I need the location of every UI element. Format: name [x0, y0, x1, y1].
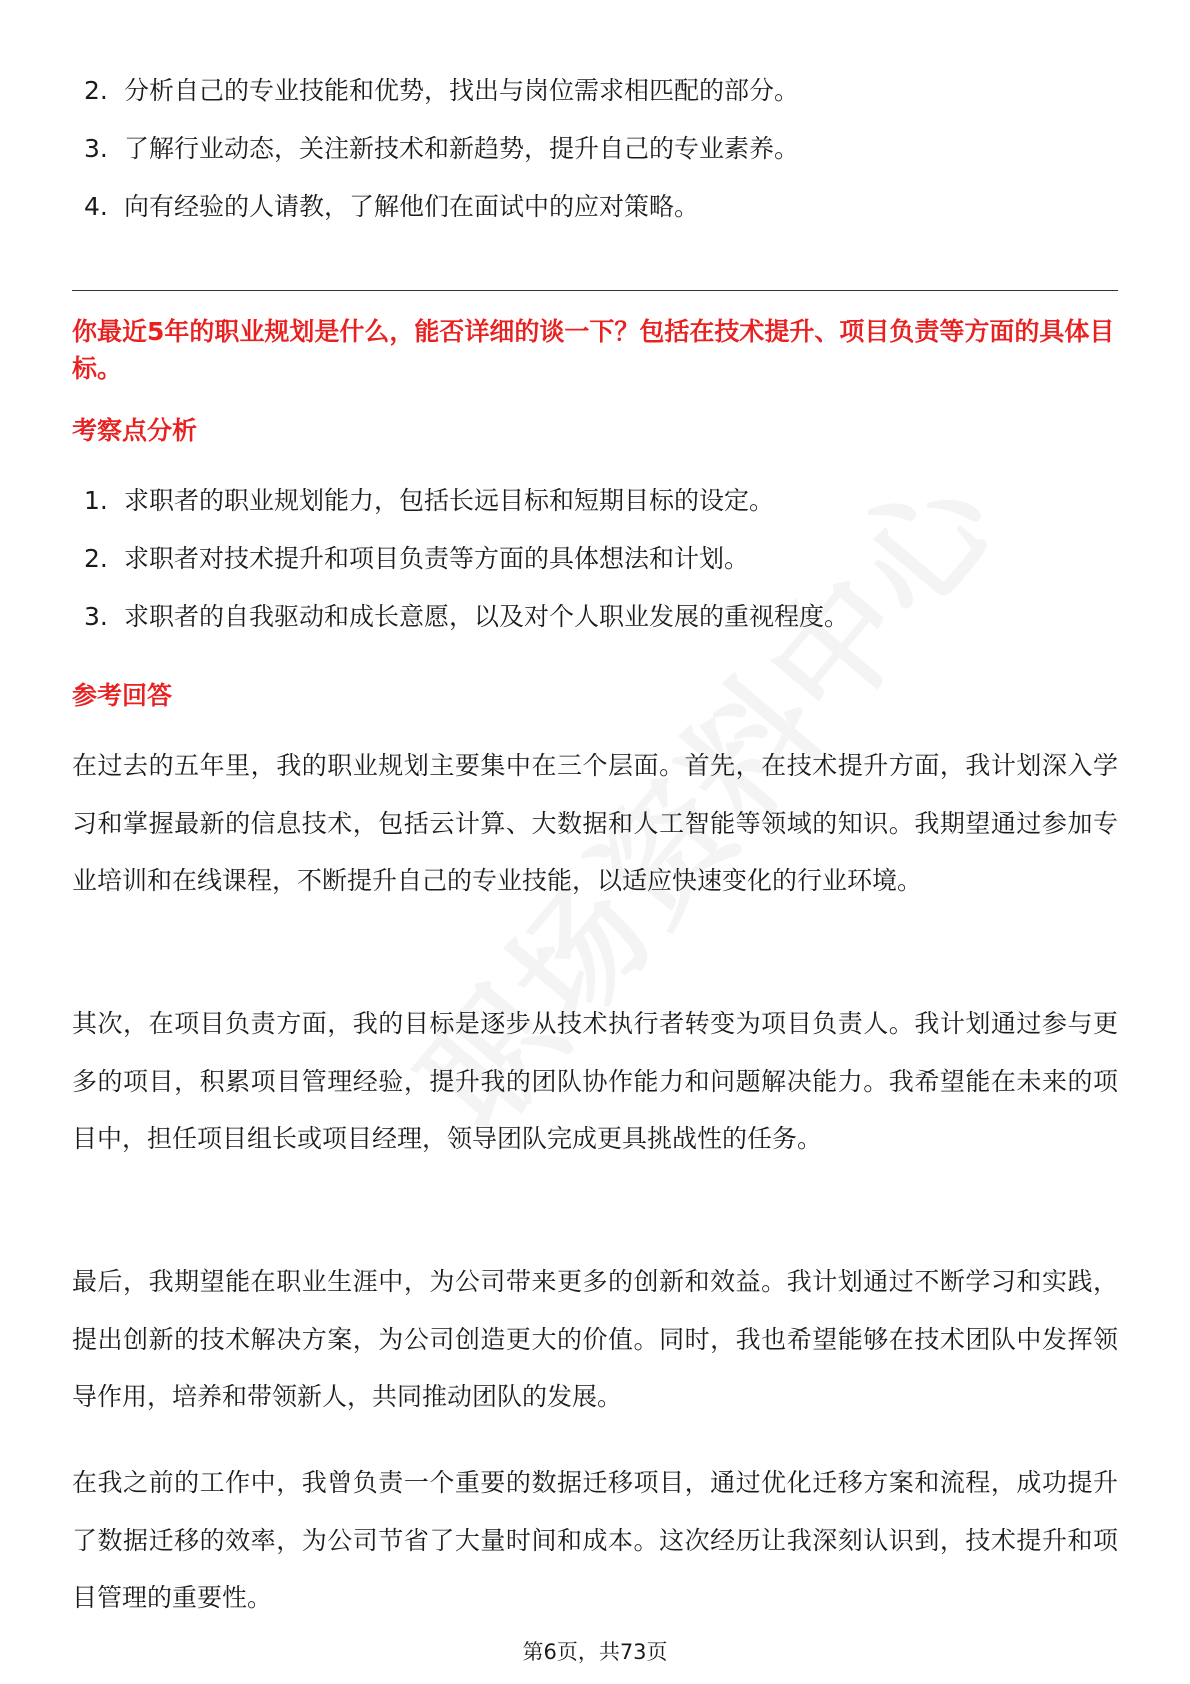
list-text: 向有经验的人请教，了解他们在面试中的应对策略。	[124, 192, 700, 221]
list-number: 3.	[84, 134, 108, 163]
list-number: 2.	[84, 544, 108, 573]
list-item	[84, 602, 849, 660]
answer-paragraph: 最后，我期望能在职业生涯中，为公司带来更多的创新和效益。我计划通过不断学习和实践，提出创新的技术解决方案，为公司创造更大的价值。同时，我也希望能够在技术团队中发挥领导作用，培养和带领新人，共同推动团队的发展。	[72, 1267, 1118, 1411]
list-item	[84, 544, 849, 602]
top-list	[84, 76, 799, 250]
page-footer: 第6页，共73页	[522, 1640, 668, 1664]
answer-heading: 参考回答	[72, 681, 173, 710]
question-title: 你最近5年的职业规划是什么，能否详细的谈一下？包括在技术提升、项目负责等方面的具体目标。	[72, 317, 1115, 383]
list-text: 分析自己的专业技能和优势，找出与岗位需求相匹配的部分。	[124, 76, 800, 105]
answer-paragraph: 在过去的五年里，我的职业规划主要集中在三个层面。首先，在技术提升方面，我计划深入学习和掌握最新的信息技术，包括云计算、大数据和人工智能等领域的知识。我期望通过参加专业培训和在线课程，不断提升自己的专业技能，以适应快速变化的行业环境。	[72, 751, 1118, 895]
list-text: 了解行业动态，关注新技术和新趋势，提升自己的专业素养。	[124, 134, 800, 163]
document-page	[72, 0, 1118, 1684]
list-number: 3.	[84, 602, 108, 631]
list-item	[84, 192, 799, 250]
section-divider	[72, 290, 1118, 291]
list-item	[84, 76, 799, 134]
list-text: 求职者对技术提升和项目负责等方面的具体想法和计划。	[124, 544, 750, 573]
list-number: 4.	[84, 192, 108, 221]
analysis-heading: 考察点分析	[72, 416, 198, 445]
list-text: 求职者的职业规划能力，包括长远目标和短期目标的设定。	[124, 486, 775, 515]
list-number: 1.	[84, 486, 108, 515]
answer-paragraph: 在我之前的工作中，我曾负责一个重要的数据迁移项目，通过优化迁移方案和流程，成功提升了数据迁移的效率，为公司节省了大量时间和成本。这次经历让我深刻认识到，技术提升和项目管理的重要性。	[72, 1468, 1118, 1612]
answer-paragraph: 其次，在项目负责方面，我的目标是逐步从技术执行者转变为项目负责人。我计划通过参与更多的项目，积累项目管理经验，提升我的团队协作能力和问题解决能力。我希望能在未来的项目中，担任项目组长或项目经理，领导团队完成更具挑战性的任务。	[72, 1009, 1118, 1153]
list-number: 2.	[84, 76, 108, 105]
list-text: 求职者的自我驱动和成长意愿，以及对个人职业发展的重视程度。	[124, 602, 850, 631]
list-item	[84, 134, 799, 192]
analysis-list	[84, 486, 849, 660]
list-item	[84, 486, 849, 544]
